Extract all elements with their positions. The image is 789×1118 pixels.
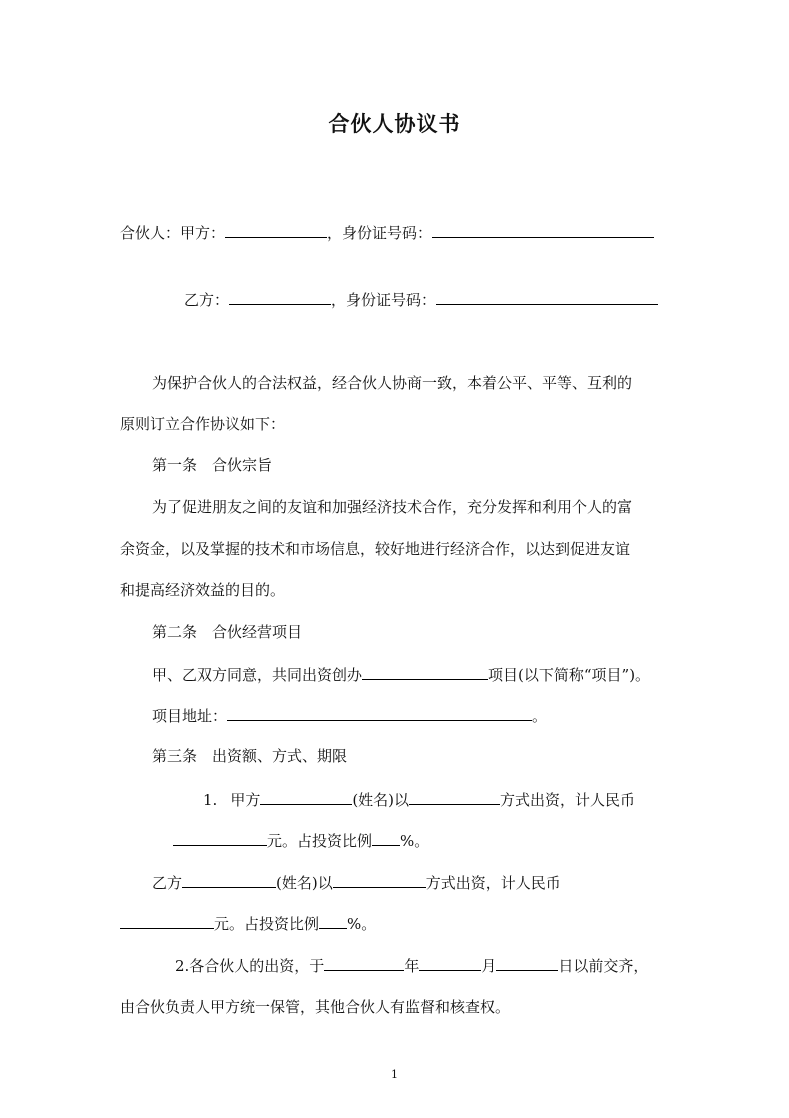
item-1-number: 1. bbox=[203, 791, 218, 809]
article-1-line-2: 余资金，以及掌握的技术和市场信息，较好地进行经济合作，以达到促进友谊 bbox=[120, 540, 631, 558]
party-a-id-blank[interactable] bbox=[432, 222, 654, 238]
deadline-month-blank[interactable] bbox=[419, 955, 481, 971]
percent-a: %。 bbox=[400, 832, 430, 850]
article-2-text-b: 项目(以下简称“项目”)。 bbox=[488, 666, 651, 684]
party-a-line bbox=[120, 222, 654, 243]
percent-b: %。 bbox=[347, 915, 377, 933]
partner-label: 合伙人： bbox=[120, 224, 181, 242]
party-a-id-label: ，身份证号码： bbox=[327, 224, 433, 242]
project-name-blank[interactable] bbox=[362, 664, 488, 680]
deadline-year-blank[interactable] bbox=[324, 955, 404, 971]
article-2-text-a: 甲、乙双方同意，共同出资创办 bbox=[152, 666, 363, 684]
method-text-b: 方式出资，计人民币 bbox=[425, 874, 561, 892]
item-2-line-1 bbox=[175, 955, 648, 976]
party-b-contrib-line-1 bbox=[152, 872, 561, 893]
article-2-line-1 bbox=[152, 664, 650, 685]
party-b-amount-blank[interactable] bbox=[120, 913, 214, 929]
party-b-contrib-line-2 bbox=[120, 913, 376, 934]
project-address-blank[interactable] bbox=[227, 705, 532, 721]
party-b-label: 乙方： bbox=[184, 291, 230, 309]
party-b-method-blank[interactable] bbox=[333, 872, 426, 888]
project-address-line bbox=[152, 705, 547, 726]
page-number: 1 bbox=[391, 1068, 398, 1081]
item-1-line-2 bbox=[173, 830, 429, 851]
party-a-method-blank[interactable] bbox=[409, 789, 500, 805]
name-paren-a: (姓名)以 bbox=[352, 791, 410, 809]
article-1-title: 第一条 合伙宗旨 bbox=[152, 456, 273, 474]
year-label: 年 bbox=[404, 957, 420, 975]
party-a-amount-blank[interactable] bbox=[173, 830, 267, 846]
party-a-contrib-name-blank[interactable] bbox=[260, 789, 352, 805]
party-a-name-blank[interactable] bbox=[225, 222, 327, 238]
project-address-label: 项目地址： bbox=[152, 707, 228, 725]
article-1-line-1: 为了促进朋友之间的友谊和加强经济技术合作，充分发挥和利用个人的富 bbox=[152, 498, 633, 516]
document-title: 合伙人协议书 bbox=[328, 112, 461, 136]
party-b-id-label: ，身份证号码： bbox=[331, 291, 437, 309]
month-label: 月 bbox=[481, 957, 497, 975]
yuan-text-b: 元。占投资比例 bbox=[214, 915, 320, 933]
party-b-name-blank[interactable] bbox=[229, 289, 331, 305]
party-a-label: 甲方： bbox=[180, 224, 226, 242]
day-text: 日以前交齐， bbox=[558, 957, 649, 975]
party-b-ratio-blank[interactable] bbox=[319, 913, 347, 929]
party-b-line bbox=[184, 289, 658, 310]
method-text-a: 方式出资，计人民币 bbox=[500, 791, 636, 809]
party-b-contrib-name-blank[interactable] bbox=[182, 872, 276, 888]
address-period: 。 bbox=[532, 707, 548, 725]
item-2-line-2: 由合伙负责人甲方统一保管，其他合伙人有监督和核查权。 bbox=[120, 998, 511, 1016]
name-paren-b: (姓名)以 bbox=[276, 874, 333, 892]
article-1-line-3: 和提高经济效益的目的。 bbox=[120, 581, 286, 599]
intro-line-2: 原则订立合作协议如下： bbox=[120, 415, 286, 433]
deadline-day-blank[interactable] bbox=[496, 955, 558, 971]
intro-line-1: 为保护合伙人的合法权益，经合伙人协商一致，本着公平、平等、互利的 bbox=[152, 374, 633, 392]
item-2-text-a: 2.各合伙人的出资，于 bbox=[175, 957, 325, 975]
article-2-title: 第二条 合伙经营项目 bbox=[152, 623, 303, 641]
party-b-id-blank[interactable] bbox=[436, 289, 658, 305]
article-3-title: 第三条 出资额、方式、期限 bbox=[152, 747, 348, 765]
item-1-line-1 bbox=[203, 789, 635, 810]
party-a-short: 甲方 bbox=[230, 791, 261, 809]
party-b-short: 乙方 bbox=[152, 874, 183, 892]
party-a-ratio-blank[interactable] bbox=[372, 830, 400, 846]
yuan-text-a: 元。占投资比例 bbox=[267, 832, 373, 850]
